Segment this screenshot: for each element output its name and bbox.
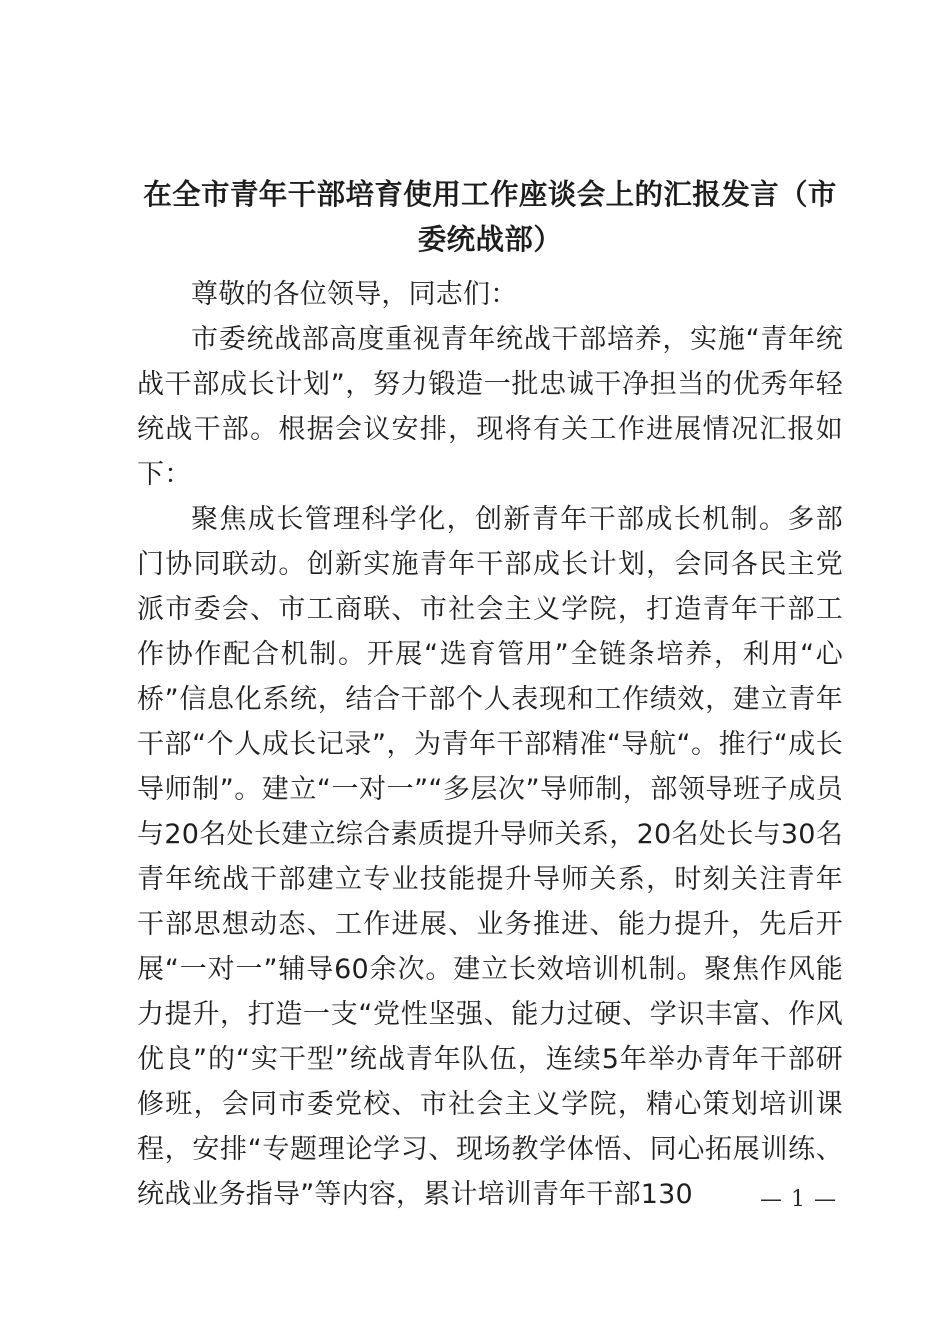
document-content-column <box>137 0 843 1217</box>
document-body <box>137 272 843 1217</box>
page-number-footer: — 1 — <box>760 1187 837 1212</box>
page-title: 在全市青年干部培育使用工作座谈会上的汇报发言（市委统战部） <box>143 177 837 256</box>
body-paragraph-2: 聚焦成长管理科学化，创新青年干部成长机制。多部门协同联动。创新实施青年干部成长计划，会同各民主党派市委会、市工商联、市社会主义学院，打造青年干部工作协作配合机制。开展“选育管用”全链条培养，利用“心桥”信息化系统，结合干部个人表现和工作绩效，建立青年干部“个人成长记录”，为青年干部精准“导航“。推行“成长导师制”。建立“一对一”“多层次”导师制，部领导班子成员与20名处长建立综合素质提升导师关系，20名处长与30名青年统战干部建立专业技能提升导师关系，时刻关注青年干部思想动态、工作进展、业务推进、能力提升，先后开展“一对一”辅导60余次。建立长效培训机制。聚焦作风能力提升，打造一支“党性坚强、能力过硬、学识丰富、作风优良”的“实干型”统战青年队伍，连续5年举办青年干部研修班，会同市委党校、市社会主义学院，精心策划培训课程，安排“专题理论学习、现场教学体悟、同心拓展训练、统战业务指导”等内容，累计培训青年干部130 <box>137 504 843 1210</box>
salutation-paragraph: 尊敬的各位领导，同志们： <box>191 279 518 310</box>
body-paragraph-1: 市委统战部高度重视青年统战干部培养，实施“青年统战干部成长计划”，努力锻造一批忠诚干净担当的优秀年轻统战干部。根据会议安排，现将有关工作进展情况汇报如下： <box>137 324 843 490</box>
